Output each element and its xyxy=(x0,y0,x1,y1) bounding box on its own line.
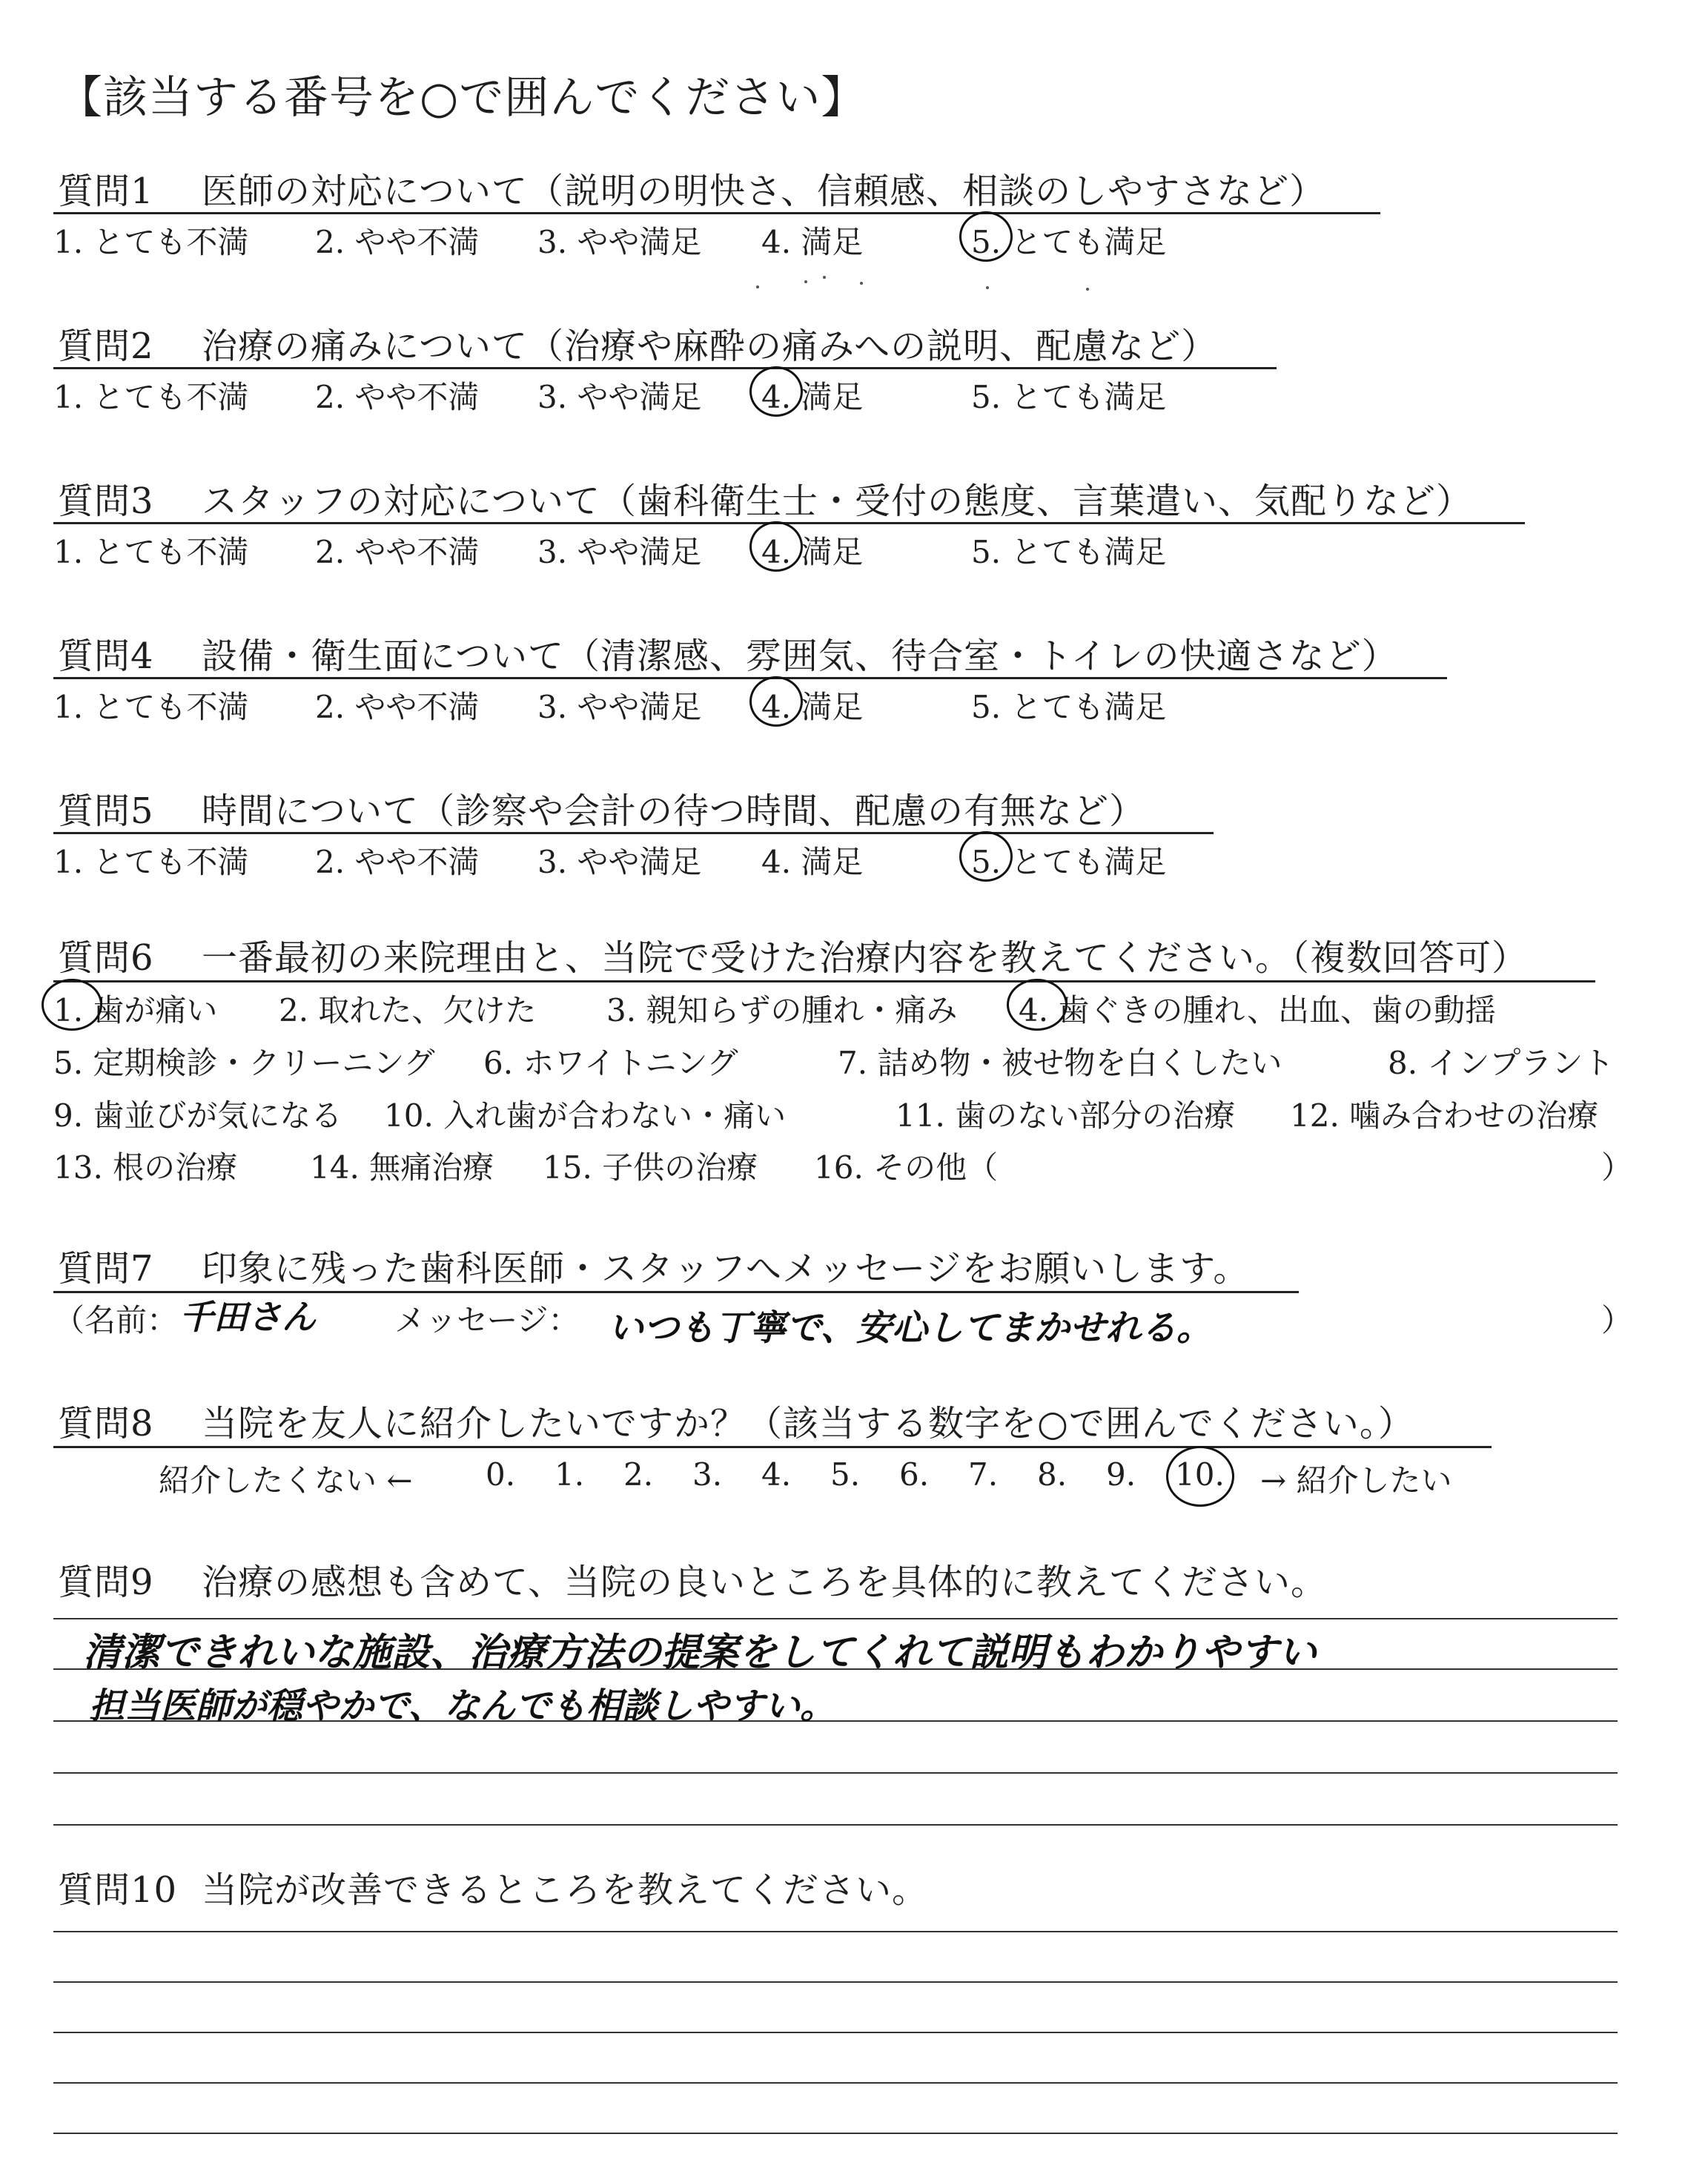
q6-option-13[interactable]: 13. 根の治療 xyxy=(53,1149,238,1186)
question-2-option-2[interactable]: 2. やや不満 xyxy=(315,379,480,415)
q9-answer-line xyxy=(53,1824,1618,1826)
question-3-option-3[interactable]: 3. やや満足 xyxy=(537,534,702,570)
question-2-selection-circle xyxy=(749,366,803,417)
question-3-text: スタッフの対応について（歯科衛生士・受付の態度、言葉遣い、気配りなど） xyxy=(202,480,1473,522)
q6-option-5[interactable]: 5. 定期検診・クリーニング xyxy=(53,1045,435,1081)
q8-scale-5[interactable]: 5. xyxy=(830,1456,861,1493)
q8-selection-circle xyxy=(1166,1446,1234,1507)
scan-speck xyxy=(986,286,989,289)
question-3-option-2[interactable]: 2. やや不満 xyxy=(315,534,480,570)
q8-scale-10[interactable]: 10. xyxy=(1175,1456,1225,1493)
question-1-option-3[interactable]: 3. やや満足 xyxy=(537,224,702,260)
question-4-option-1[interactable]: 1. とても不満 xyxy=(53,689,249,725)
scan-speck xyxy=(1086,288,1089,291)
q8-scale-2[interactable]: 2. xyxy=(623,1456,654,1493)
question-2-underline xyxy=(53,367,1277,369)
question-5-option-2[interactable]: 2. やや不満 xyxy=(315,844,480,880)
question-3-option-4[interactable]: 4. 満足 xyxy=(761,534,864,570)
q6-option-1[interactable]: 1. 歯が痛い xyxy=(53,992,218,1028)
question-2-label: 質問2 xyxy=(58,326,154,367)
scan-speck xyxy=(823,276,826,279)
question-4-selection-circle xyxy=(749,676,803,727)
q6-option-16[interactable]: 16. その他（ xyxy=(814,1149,999,1186)
q8-right-label: → 紹介したい xyxy=(1260,1462,1452,1499)
q6-option-10[interactable]: 10. 入れ歯が合わない・痛い xyxy=(384,1097,787,1134)
question-1-option-2[interactable]: 2. やや不満 xyxy=(315,224,480,260)
question-5-text: 時間について（診察や会計の待つ時間、配慮の有無など） xyxy=(202,790,1146,832)
question-2-option-5[interactable]: 5. とても満足 xyxy=(971,379,1167,415)
q8-scale-6[interactable]: 6. xyxy=(899,1456,930,1493)
q10-answer-line xyxy=(53,2082,1618,2084)
q10-answer-line xyxy=(53,2032,1618,2033)
q8-scale-8[interactable]: 8. xyxy=(1037,1456,1068,1493)
q8-scale-4[interactable]: 4. xyxy=(761,1456,792,1493)
q7-label: 質問7 xyxy=(58,1248,154,1289)
q7-text: 印象に残った歯科医師・スタッフへメッセージをお願いします。 xyxy=(202,1248,1250,1289)
question-1-underline xyxy=(53,212,1380,214)
q6-option-6[interactable]: 6. ホワイトニング xyxy=(483,1045,738,1081)
q9-answer-line-1[interactable]: 清潔できれいな施設、治療方法の提案をしてくれて説明もわかりやすい xyxy=(83,1631,1317,1675)
q8-scale-0[interactable]: 0. xyxy=(486,1456,516,1493)
question-1-option-1[interactable]: 1. とても不満 xyxy=(53,224,249,260)
q10-label: 質問10 xyxy=(58,1869,178,1911)
question-4-option-5[interactable]: 5. とても満足 xyxy=(971,689,1167,725)
q7-name-value[interactable]: 千田さん xyxy=(179,1297,316,1337)
form-instruction: 【該当する番号を○で囲んでください】 xyxy=(58,72,867,124)
question-3-label: 質問3 xyxy=(58,480,154,522)
q6-underline xyxy=(53,980,1595,982)
q6-option-4[interactable]: 4. 歯ぐきの腫れ、出血、歯の動揺 xyxy=(1019,992,1496,1028)
question-5-label: 質問5 xyxy=(58,790,154,832)
question-3-option-5[interactable]: 5. とても満足 xyxy=(971,534,1167,570)
q6-option-9[interactable]: 9. 歯並びが気になる xyxy=(53,1097,342,1134)
question-4-text: 設備・衛生面について（清潔感、雰囲気、待合室・トイレの快適さなど） xyxy=(202,635,1398,677)
q8-scale-7[interactable]: 7. xyxy=(968,1456,999,1493)
q8-scale-3[interactable]: 3. xyxy=(692,1456,723,1493)
q8-label: 質問8 xyxy=(58,1403,154,1444)
question-5-option-4[interactable]: 4. 満足 xyxy=(761,844,864,880)
scan-speck xyxy=(860,282,863,285)
q8-scale-1[interactable]: 1. xyxy=(555,1456,585,1493)
question-4-option-3[interactable]: 3. やや満足 xyxy=(537,689,702,725)
question-1-text: 医師の対応について（説明の明快さ、信頼感、相談のしやすさなど） xyxy=(202,171,1326,212)
q6-option-11[interactable]: 11. 歯のない部分の治療 xyxy=(896,1097,1236,1134)
question-3-selection-circle xyxy=(749,521,803,572)
question-2-option-1[interactable]: 1. とても不満 xyxy=(53,379,249,415)
q10-answer-line xyxy=(53,1931,1618,1932)
question-1-label: 質問1 xyxy=(58,171,154,212)
question-5-option-3[interactable]: 3. やや満足 xyxy=(537,844,702,880)
question-1-option-5[interactable]: 5. とても満足 xyxy=(971,224,1167,260)
q9-label: 質問9 xyxy=(58,1562,154,1603)
question-5-underline xyxy=(53,832,1214,834)
q8-left-label: 紹介したくない ← xyxy=(159,1462,413,1499)
q8-underline xyxy=(53,1446,1492,1448)
question-5-option-1[interactable]: 1. とても不満 xyxy=(53,844,249,880)
question-2-text: 治療の痛みについて（治療や麻酔の痛みへの説明、配慮など） xyxy=(202,326,1218,367)
q7-message-value[interactable]: いつも丁寧で、安心してまかせれる。 xyxy=(608,1307,1213,1349)
q9-answer-line-2[interactable]: 担当医師が穏やかで、なんでも相談しやすい。 xyxy=(89,1685,836,1727)
q6-option-3[interactable]: 3. 親知らずの腫れ・痛み xyxy=(606,992,958,1028)
question-4-underline xyxy=(53,677,1447,679)
q6-selection-circle xyxy=(1007,979,1068,1031)
q6-option-12[interactable]: 12. 噛み合わせの治療 xyxy=(1290,1097,1599,1134)
question-2-option-4[interactable]: 4. 満足 xyxy=(761,379,864,415)
q6-selection-circle xyxy=(42,979,102,1031)
scan-speck xyxy=(756,285,759,288)
q6-close-paren: ） xyxy=(1601,1149,1633,1186)
question-4-label: 質問4 xyxy=(58,635,154,677)
q7-message-label: メッセージ： xyxy=(394,1302,580,1338)
question-5-option-5[interactable]: 5. とても満足 xyxy=(971,844,1167,880)
question-3-option-1[interactable]: 1. とても不満 xyxy=(53,534,249,570)
question-4-option-4[interactable]: 4. 満足 xyxy=(761,689,864,725)
q6-text: 一番最初の来院理由と、当院で受けた治療内容を教えてください。（複数回答可） xyxy=(202,937,1529,979)
q6-option-7[interactable]: 7. 詰め物・被せ物を白くしたい xyxy=(838,1045,1282,1081)
question-4-option-2[interactable]: 2. やや不満 xyxy=(315,689,480,725)
q6-option-14[interactable]: 14. 無痛治療 xyxy=(310,1149,494,1186)
q6-option-15[interactable]: 15. 子供の治療 xyxy=(543,1149,758,1186)
question-1-selection-circle xyxy=(959,211,1013,262)
scan-speck xyxy=(804,280,807,283)
q10-text: 当院が改善できるところを教えてください。 xyxy=(202,1869,929,1911)
q10-answer-line xyxy=(53,2133,1618,2134)
q6-label: 質問6 xyxy=(58,937,154,979)
q7-name-label: （名前： xyxy=(53,1302,179,1338)
q9-answer-line xyxy=(53,1618,1618,1619)
q9-answer-line xyxy=(53,1772,1618,1774)
question-2-option-3[interactable]: 3. やや満足 xyxy=(537,379,702,415)
q7-close-paren: ） xyxy=(1601,1302,1633,1338)
q8-scale-9[interactable]: 9. xyxy=(1106,1456,1136,1493)
q6-option-2[interactable]: 2. 取れた、欠けた xyxy=(279,992,537,1028)
q8-text: 当院を友人に紹介したいですか？（該当する数字を○で囲んでください。） xyxy=(202,1403,1414,1444)
question-1-option-4[interactable]: 4. 満足 xyxy=(761,224,864,260)
q10-answer-line xyxy=(53,1981,1618,1983)
q6-option-8[interactable]: 8. インプラント xyxy=(1388,1045,1615,1081)
q9-text: 治療の感想も含めて、当院の良いところを具体的に教えてください。 xyxy=(202,1562,1328,1603)
question-5-selection-circle xyxy=(959,831,1013,882)
